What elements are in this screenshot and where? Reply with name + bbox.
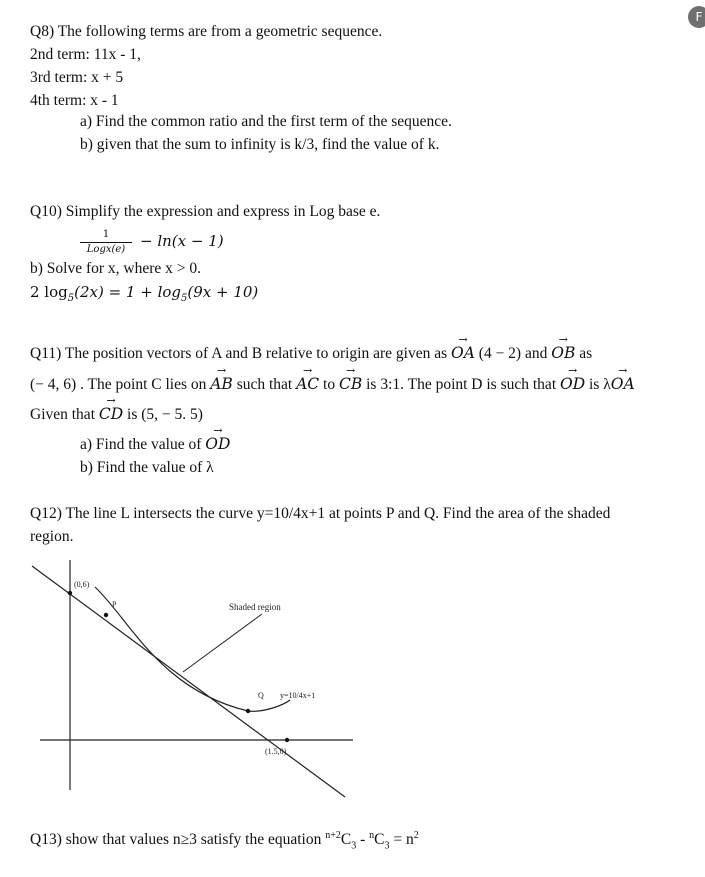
q11-text: such that [232, 376, 297, 393]
point-q [246, 709, 250, 713]
vector-oa: → OA [451, 343, 475, 363]
q11-text: a) Find the value of [80, 436, 206, 453]
vector-ac: → AC [296, 374, 319, 394]
q11-part-b: b) Find the value of λ [80, 459, 214, 476]
q13-sub-1: 3 [351, 840, 357, 852]
q11-text: is λ [585, 376, 611, 393]
q8-part-a: a) Find the common ratio and the first term of the sequence. [80, 113, 452, 130]
q11-text: as [575, 345, 593, 362]
label-150: (1.5,0) [265, 747, 287, 756]
page-badge: F [688, 6, 705, 28]
q10-part-b: b) Solve for x, where x > 0. [30, 260, 202, 277]
eq-base-1: 5 [67, 293, 75, 304]
eq-part-1: 2 log [30, 283, 68, 301]
vector-cb: → CB [339, 374, 362, 394]
q11-text: Given that [30, 406, 99, 423]
label-q: Q [258, 691, 264, 700]
q13-sup-2: n [369, 830, 375, 841]
q12-line-2: region. [30, 528, 74, 545]
point-150 [285, 738, 289, 742]
line-l [32, 566, 345, 797]
q13-square: 2 [413, 830, 419, 841]
q13-equals: = n [389, 831, 414, 849]
fraction-numerator: 1 [102, 229, 110, 240]
point-p [104, 613, 108, 617]
q8-title: Q8) The following terms are from a geometric sequence. [30, 23, 383, 40]
q11-text: to [319, 376, 339, 393]
eq-base-2: 5 [181, 293, 188, 304]
q8-term-3: 3rd term: x + 5 [30, 69, 124, 86]
q11-text: is 3:1. The point D is such that [362, 376, 560, 393]
label-06: (0,6) [74, 580, 90, 589]
shaded-region-pointer [183, 614, 262, 672]
label-curve-equation: y=10/4x+1 [280, 691, 316, 700]
vector-od: → OD [560, 374, 585, 394]
vector-cd: → CD [99, 404, 123, 424]
label-shaded-region: Shaded region [229, 602, 281, 612]
q13-sub-2: 3 [384, 840, 390, 852]
q13-line [30, 826, 419, 856]
vector-ab: → AB [210, 374, 233, 394]
q13-text: Q13) show that values n≥3 satisfy the equation [30, 831, 326, 849]
q10-title: Q10) Simplify the expression and express in Log base e. [30, 203, 381, 220]
q11-text: Q11) The position vectors of A and B relative to origin are given as [30, 345, 451, 362]
q8-term-4: 4th term: x - 1 [30, 92, 119, 109]
fraction-denominator: Logx(e) [86, 244, 126, 255]
q11-text: (− 4, 6) . The point C lies on [30, 376, 211, 393]
point-06 [68, 591, 72, 595]
eq-part-2: (2x) = 1 + log [74, 283, 182, 301]
q13-c-2: C [374, 831, 385, 849]
q12-line-1: Q12) The line L intersects the curve y=10/4x+1 at points P and Q. Find the area of the shaded [30, 505, 611, 522]
q8-part-b: b) given that the sum to infinity is k/3, find the value of k. [80, 136, 440, 153]
vector-od: → OD [205, 434, 230, 454]
q11-text: is (5, − 5. 5) [123, 406, 203, 423]
q8-term-2: 2nd term: 11x - 1, [30, 46, 141, 63]
q11-text: (4 − 2) and [474, 345, 552, 362]
eq-part-3: (9x + 10) [187, 283, 259, 301]
label-p: P [112, 600, 117, 609]
q10-expression-rest: − ln(x − 1) [140, 232, 224, 250]
q13-c-1: C [340, 831, 352, 849]
vector-oa: → OA [611, 374, 635, 394]
q13-minus: - [356, 831, 370, 849]
vector-ob: → OB [551, 343, 575, 363]
q13-sup-1: n+2 [325, 830, 341, 841]
